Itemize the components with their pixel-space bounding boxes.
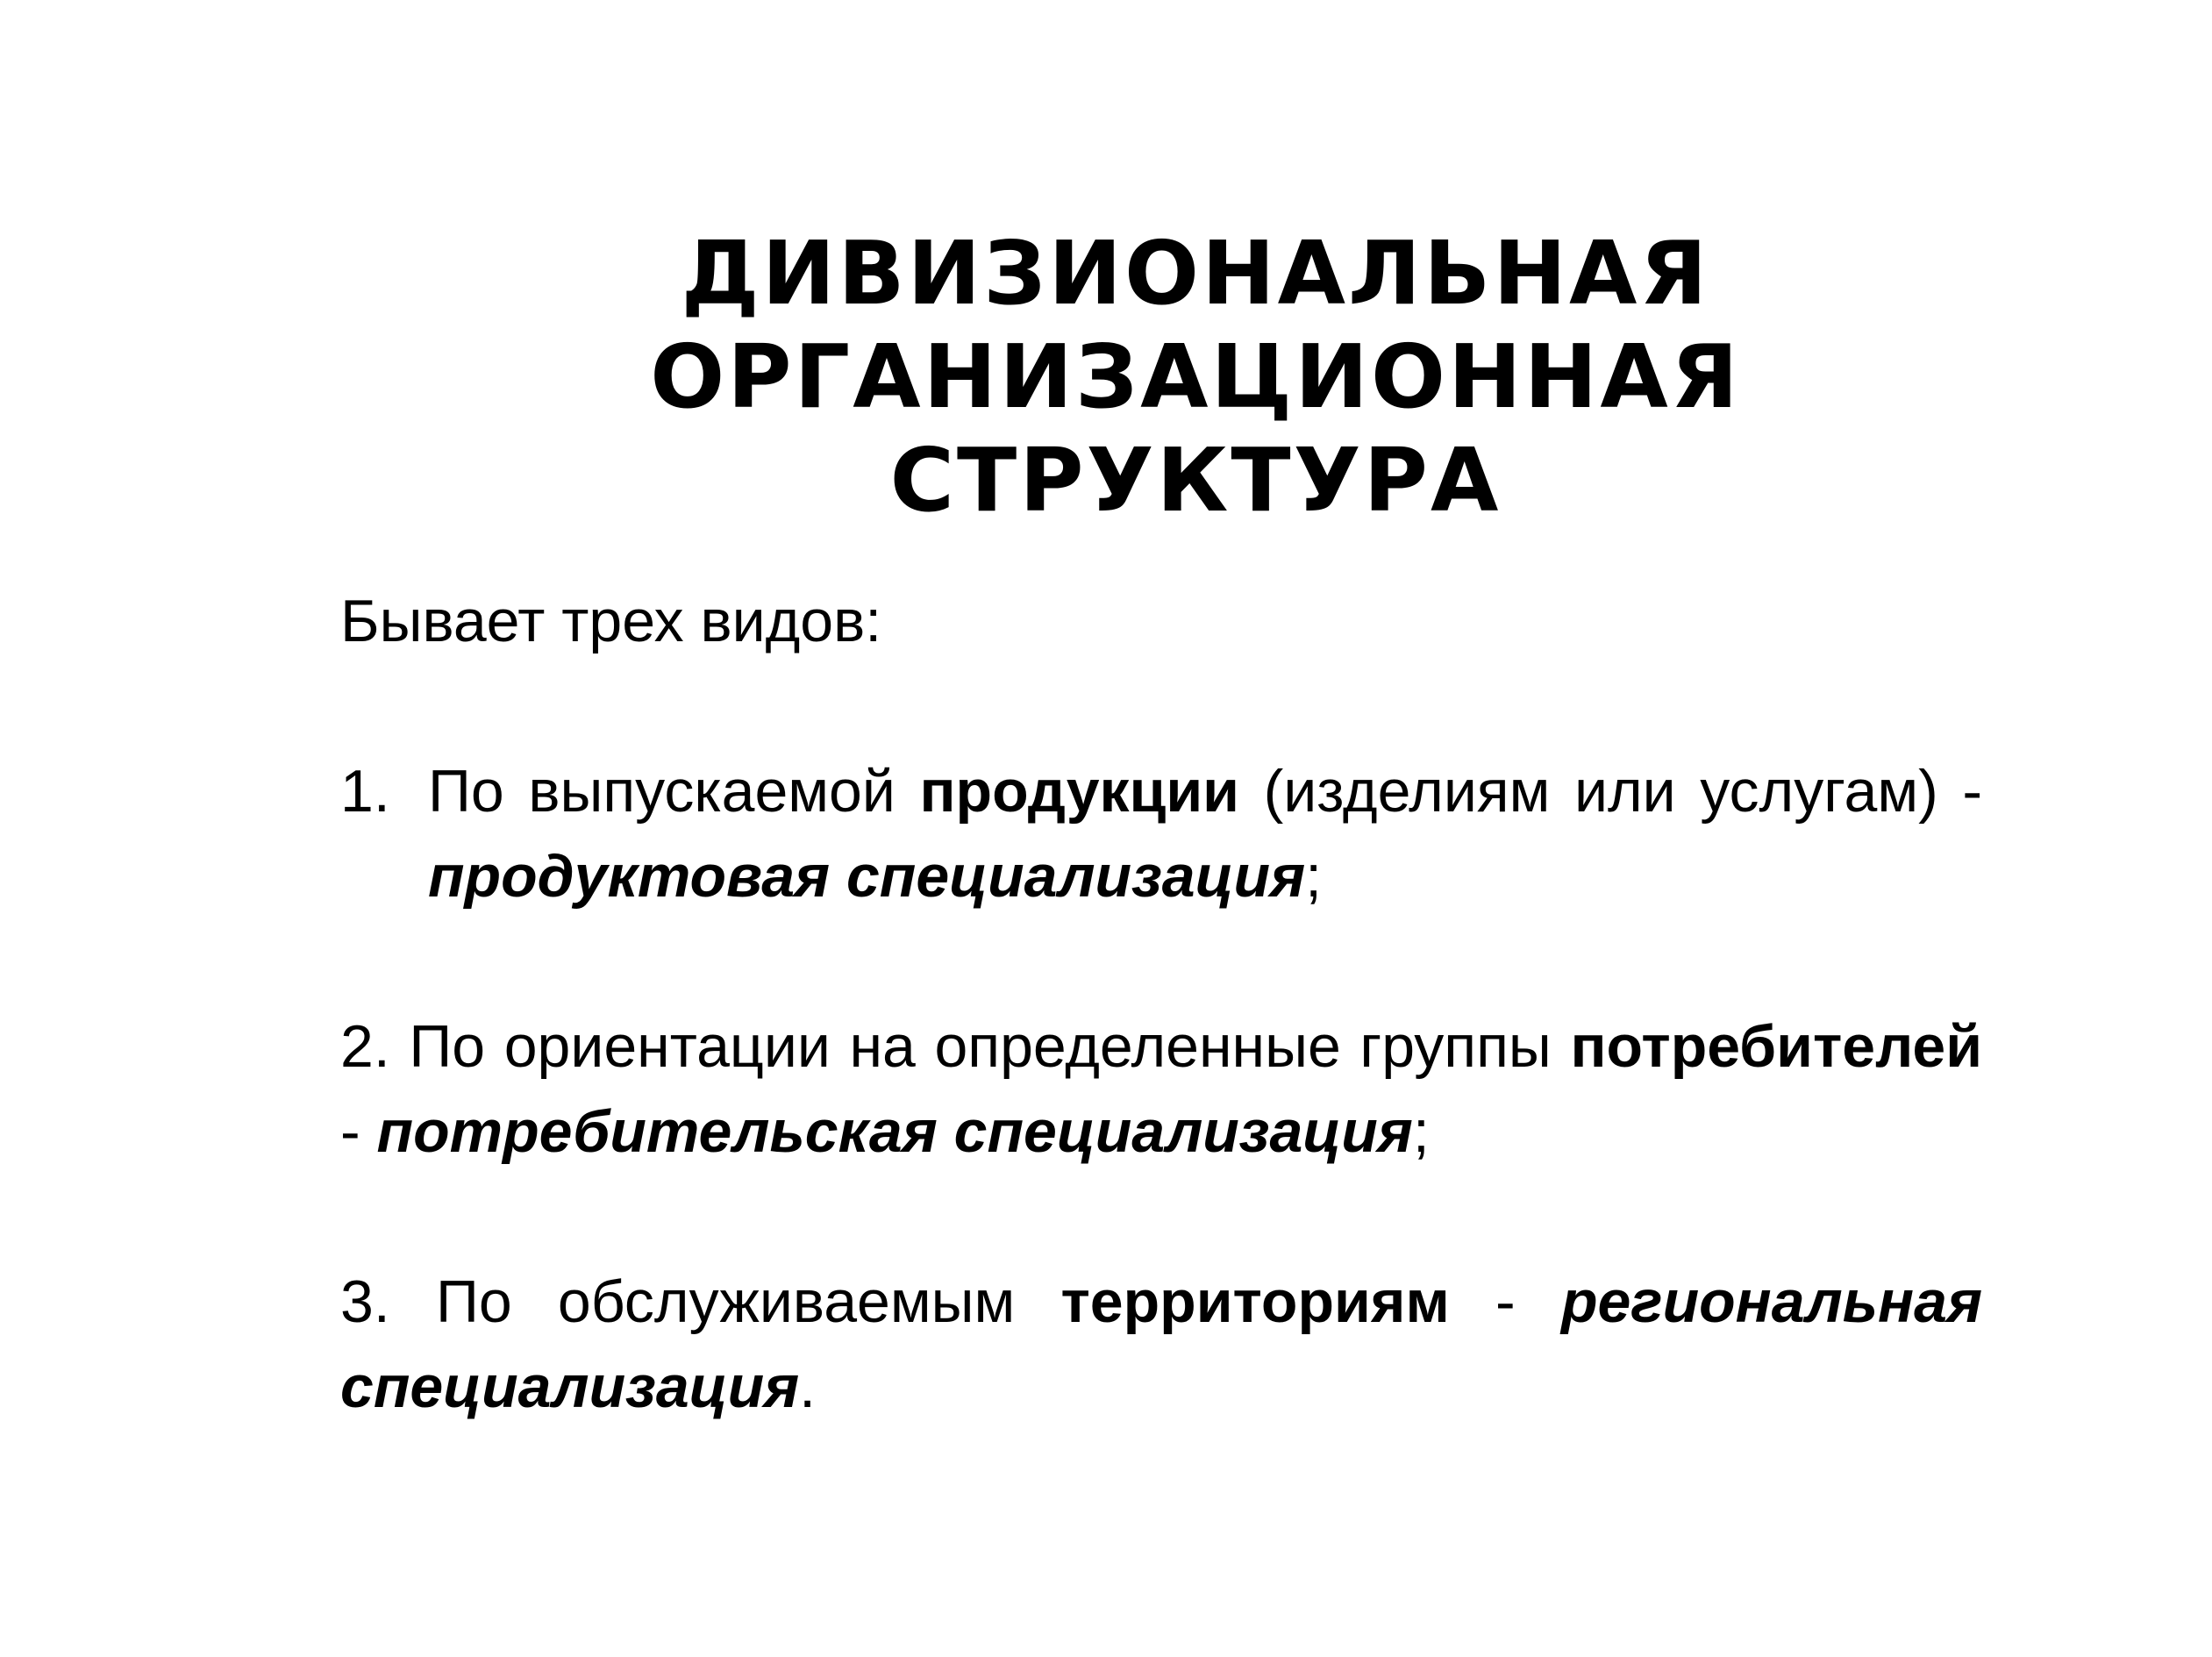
list-item-number: 3. (340, 1268, 390, 1335)
title-line-2: ОРГАНИЗАЦИОННАЯ СТРУКТУРА (650, 325, 1741, 532)
item-suffix: ; (1412, 1098, 1430, 1165)
item-prefix: По ориентации на определенные группы (389, 1013, 1571, 1080)
list-item-2 (340, 1004, 1982, 1175)
item-middle: - (1449, 1268, 1561, 1335)
list-item-number: 1. (340, 758, 390, 825)
list-item-1 (340, 749, 1982, 919)
list-item-3 (340, 1260, 1982, 1430)
item-middle: - (340, 1098, 377, 1165)
item-keyword: продукции (919, 758, 1239, 825)
title-line-1: ДИВИЗИОНАЛЬНАЯ (681, 222, 1710, 325)
slide-body (340, 579, 1982, 1430)
item-specialization: потребительская специализация (376, 1098, 1413, 1165)
slide-title (340, 222, 2051, 532)
list-item-text (428, 749, 1982, 919)
list-item-number: 2. (340, 1013, 390, 1080)
item-suffix: ; (1305, 843, 1323, 910)
intro-text: Бывает трех видов: (340, 588, 882, 654)
item-suffix: . (799, 1353, 817, 1420)
item-keyword: территориям (1060, 1268, 1450, 1335)
item-specialization: региональная специализация (340, 1268, 1982, 1420)
item-middle: (изделиям или услугам) - (1238, 758, 1982, 825)
item-prefix: По обслуживаемым (389, 1268, 1061, 1335)
item-keyword: потребителей (1570, 1013, 1982, 1080)
item-prefix: По выпускаемой (428, 758, 920, 825)
item-specialization: продуктовая специализация (428, 843, 1306, 910)
